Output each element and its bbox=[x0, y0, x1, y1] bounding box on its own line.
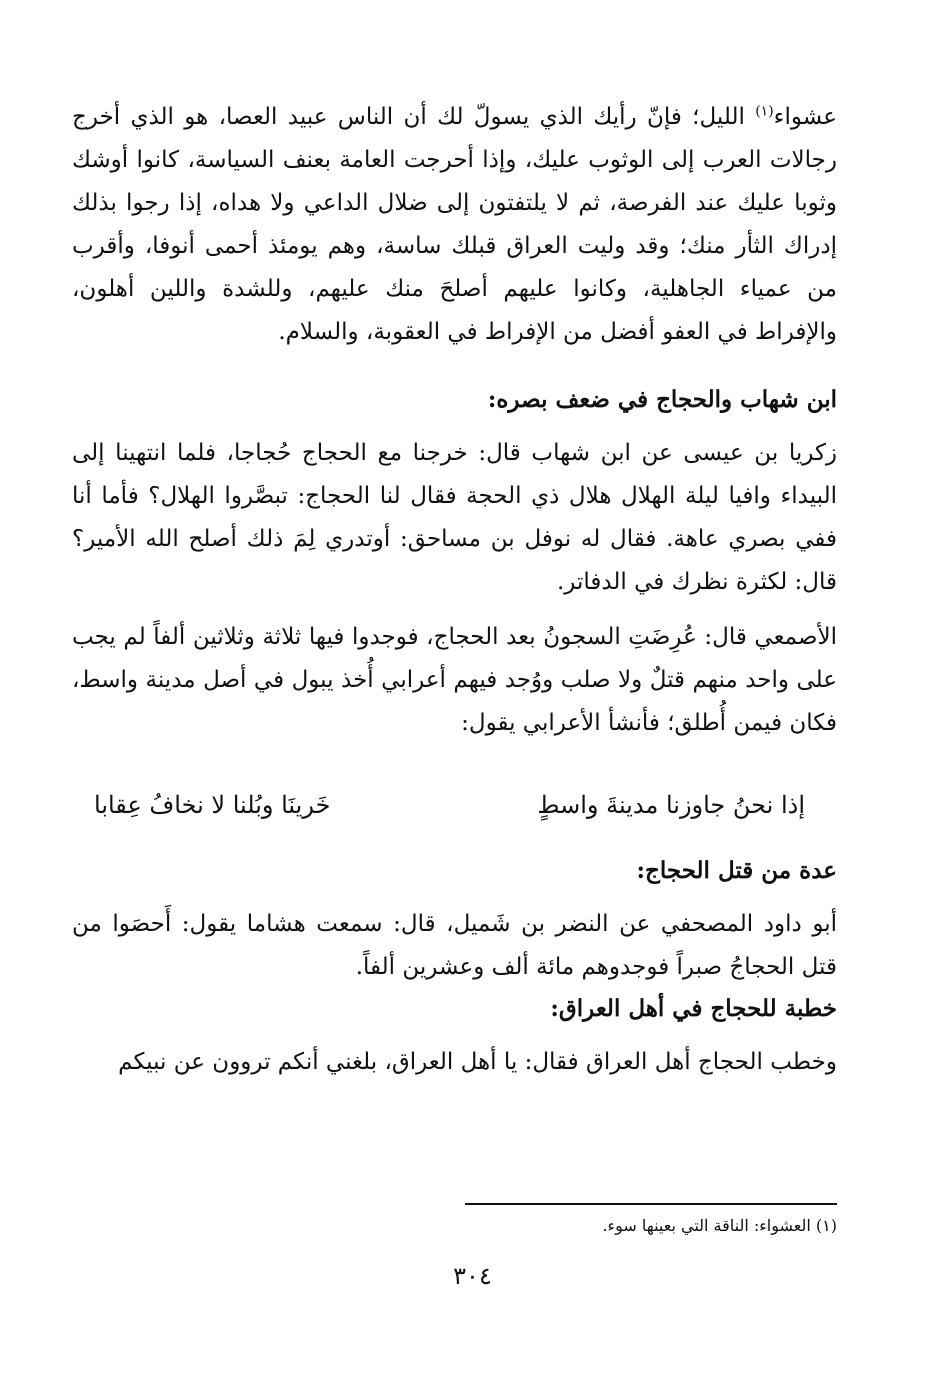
section-2-heading: عدة من قتل الحجاج: bbox=[636, 857, 837, 884]
verse-first-hemistich: إذا نحنُ جاوزنا مدينةَ واسطٍ bbox=[537, 791, 805, 819]
page-number: ٣٠٤ bbox=[453, 1262, 492, 1290]
page-body bbox=[72, 96, 837, 1084]
spacer bbox=[72, 1029, 837, 1041]
footnote: (١) العشواء: الناقة التي بعينها سوء. bbox=[602, 1216, 837, 1235]
section-3-heading: خطبة للحجاج في أهل العراق: bbox=[550, 995, 837, 1022]
section-3-text: وخطب الحجاج أهل العراق فقال: يا أهل العراق، بلغني أنكم تروون عن نبيكم bbox=[118, 1049, 837, 1075]
paragraph-1 bbox=[72, 96, 837, 354]
paragraph-1-start: عشواء bbox=[773, 104, 837, 130]
verse-second-hemistich: خَرينَا وبُلنا لا نخافُ عِقابا bbox=[94, 791, 331, 819]
section-2-text: أبو داود المصحفي عن النضر بن شَميل، قال: سمعت هشاما يقول: أَحصَوا من قتل الحجاجُ صبراً فوجدوهم مائة ألف وعشرين ألفاً. bbox=[72, 911, 837, 980]
spacer bbox=[72, 825, 837, 851]
spacer bbox=[72, 420, 837, 432]
footnote-reference: (١) bbox=[755, 103, 774, 120]
section-1-heading: ابن شهاب والحجاج في ضعف بصره: bbox=[487, 386, 837, 413]
spacer bbox=[72, 891, 837, 903]
paragraph-1-text: الليل؛ فإنّ رأيك الذي يسولّ لك أن الناس عبيد العصا، هو الذي أخرج رجالات العرب إلى الوثوب عليك، وإذا أحرجت العامة بعنف السياسة، كانوا أوشك وثوبا عليك عند الفرصة، ثم لا يلتفتون إلى ضلال الداعي ولا هداه، إذا رجوا بذلك إدراك الثأر منك؛ وقد وليت العراق قبلك ساسة، وهم يومئذ أحمى أنوفا، وأقرب من عمياء الجاهلية، وكانوا عليهم أصلحَ منك عليهم، وللشدة واللين أهلون، والإفراط في العفو أفضل من الإفراط في العقوبة، والسلام. bbox=[72, 104, 837, 345]
spacer bbox=[72, 354, 837, 380]
section-1-text: زكريا بن عيسى عن ابن شهاب قال: خرجنا مع الحجاج حُجاجا، فلما انتهينا إلى البيداء وافيا ليلة الهلال هلال ذي الحجة فقال لنا الحجاج: تبصَّروا الهلال؟ فأما أنا ففي بصري عاهة. فقال له نوفل بن مساحق: أوتدري لِمَ ذلك أصلح الله الأمير؟ قال: لكثرة نظرك في الدفاتر. bbox=[72, 440, 837, 595]
verse-line bbox=[72, 785, 837, 825]
spacer bbox=[72, 604, 837, 616]
footnote-divider bbox=[465, 1203, 837, 1205]
paragraph-2: الأصمعي قال: عُرِضَتِ السجونُ بعد الحجاج، فوجدوا فيها ثلاثة وثلاثين ألفاً لم يجب على واحد منهم قتلٌ ولا صلب ووُجد فيهم أعرابي أُخذ يبول في أصل مدينة واسط، فكان فيمن أُطلق؛ فأنشأ الأعرابي يقول: bbox=[72, 624, 837, 736]
